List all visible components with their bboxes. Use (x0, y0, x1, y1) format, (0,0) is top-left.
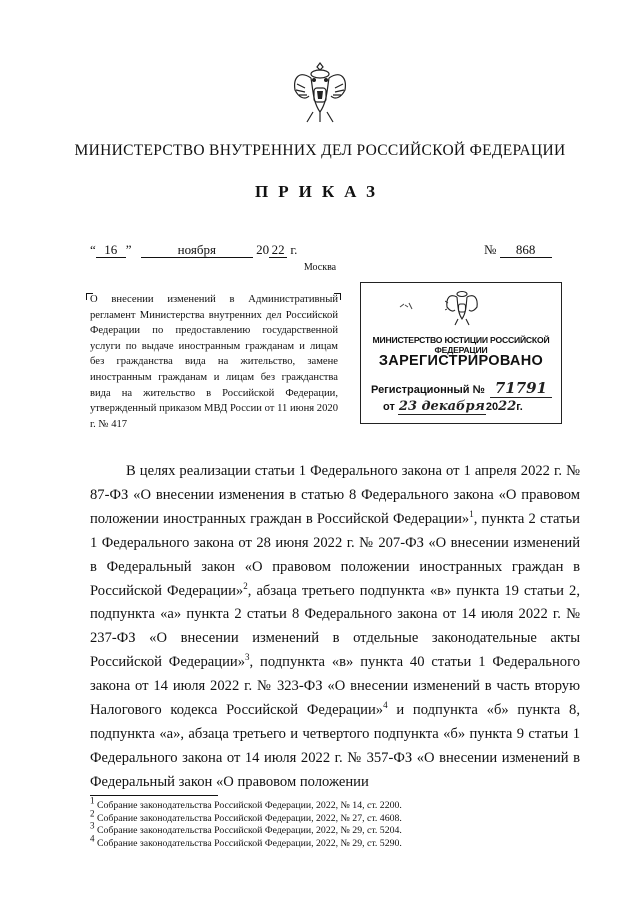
stamp-mark-icon (399, 301, 413, 313)
quote-close: ” (125, 242, 132, 257)
footnote-text: Собрание законодательства Российской Федерации, 2022, № 27, ст. 4608. (94, 812, 402, 824)
footnotes (90, 795, 402, 850)
body-text-3: , абзаца третьего подпункта «в» пункта 19 статьи 2, подпункта «а» пункта 2 статьи 8 Федерального закона от 14 июля 2022 г. № 237-ФЗ «О внесении изменений в отдельные законодательные акты Российской Федерации» (90, 582, 580, 671)
footnote-item (90, 808, 402, 826)
number-label: № (484, 242, 497, 257)
body-text-5: и подпункта «б» пункта 8, подпункта «а», абзаца третьего и четвертого подпункта «б» пункта 9 статьи 1 Федерального закона от 14 июля 2022 г. № 357-ФЗ «О внесении изменений в Федеральный закон «О правовом положении (90, 702, 580, 790)
footnote-text: Собрание законодательства Российской Федерации, 2022, № 14, ст. 2200. (94, 800, 402, 811)
order-number (484, 242, 552, 258)
order-subject (90, 292, 338, 432)
footnote-number: 2 (90, 808, 95, 819)
body-text-1: В целях реализации статьи 1 Федерального закона от 1 апреля 2022 г. № 87-ФЗ «О внесении изменения в статью 8 Федерального закона «О правовом положении иностранных граждан в Российской Федерации» (90, 463, 580, 527)
footnote-divider (90, 795, 218, 796)
number-value: 868 (500, 243, 552, 258)
footnote-item (90, 820, 402, 838)
quote-open: “ (90, 242, 96, 257)
stamp-from-label: от (383, 401, 395, 413)
stamp-reg-number (371, 379, 552, 398)
document-type-title: ПРИКАЗ (255, 182, 385, 201)
stamp-ministry: МИНИСТЕРСТВО ЮСТИЦИИ РОССИЙСКОЙ ФЕДЕРАЦИИ (372, 335, 550, 355)
stamp-reg-number-value: 71791 (490, 379, 552, 398)
footnote-item (90, 833, 402, 851)
footnote-number: 3 (90, 820, 95, 831)
footnote-ref-2: 2 (243, 580, 248, 591)
body-text-2: , пункта 2 статьи 1 Федерального закона от 28 июня 2022 г. № 207-ФЗ «О внесении изменений в Федеральный закон «О правовом положении иностранных граждан в Российской Федерации» (90, 510, 580, 599)
footnote-ref-1: 1 (469, 508, 474, 519)
footnote-text: Собрание законодательства Российской Федерации, 2022, № 29, ст. 5204. (94, 825, 402, 837)
registration-stamp (360, 282, 562, 424)
stamp-coat-of-arms-icon (445, 289, 479, 327)
footnote-number: 1 (90, 795, 95, 806)
body-text-4: , подпункта «в» пункта 40 статьи 1 Федерального закона от 14 июля 2022 г. № 323-ФЗ «О внесении изменений в часть вторую Налогового кодекса Российской Федерации» (90, 654, 580, 719)
city: Москва (303, 262, 337, 273)
date-day: 16 (96, 243, 126, 258)
stamp-reg-label: Регистрационный № (371, 384, 485, 396)
stamp-year-abbr: г. (516, 401, 523, 413)
bracket-corner-right (334, 293, 341, 300)
footnote-item (90, 795, 402, 813)
date-year-abbr: г. (290, 242, 298, 257)
footnote-number: 4 (90, 833, 95, 844)
bracket-corner-left (86, 293, 93, 300)
date-month: ноября (141, 243, 253, 258)
footnote-ref-3: 3 (245, 652, 250, 663)
stamp-reg-date (383, 399, 523, 415)
stamp-reg-date-value: 23 декабря (398, 399, 485, 414)
order-date (90, 242, 297, 258)
date-year-prefix: 20 (256, 242, 270, 257)
date-year: 22 (269, 243, 287, 258)
stamp-registered: ЗАРЕГИСТРИРОВАНО (378, 353, 544, 369)
subject-text: О внесении изменений в Административный регламент Министерства внутренних дел Российской Федерации по предоставлению государственной услуги по выдаче иностранным гражданам и лицам без гражданства вида на жительство, замене иностранным гражданам и лицам без гражданства вида на жительство в Российской Федерации, утвержденный приказом МВД России от 11 июня 2020 г. № 417 (90, 294, 338, 430)
stamp-year-value: 22 (498, 399, 517, 414)
stamp-year-prefix: 20 (485, 401, 499, 413)
footnote-ref-4: 4 (383, 700, 388, 711)
ministry-title: МИНИСТЕРСТВО ВНУТРЕННИХ ДЕЛ РОССИЙСКОЙ ФЕДЕРАЦИИ (74, 142, 566, 159)
footnote-text: Собрание законодательства Российской Федерации, 2022, № 29, ст. 5290. (94, 837, 402, 849)
body-paragraph (90, 460, 580, 795)
russian-coat-of-arms-icon (291, 60, 349, 126)
